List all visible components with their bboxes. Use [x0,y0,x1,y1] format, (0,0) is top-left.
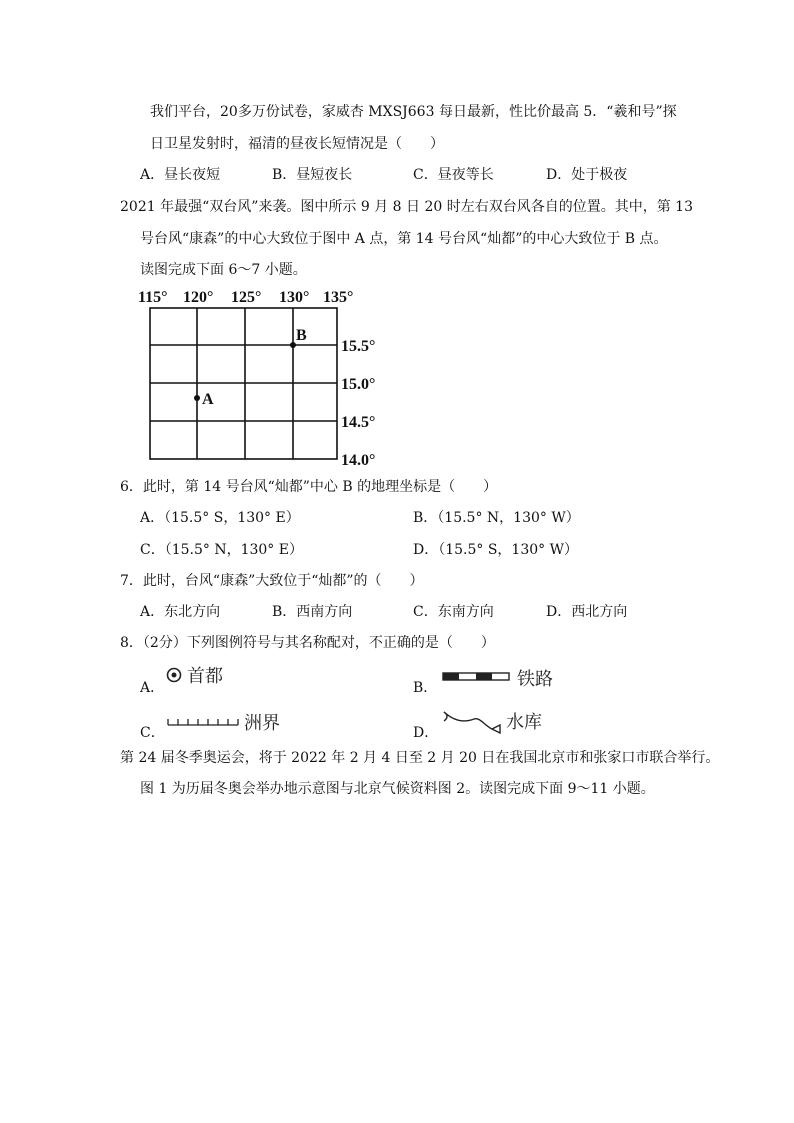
q5-stem-line1: 我们平台，20多万份试卷，家威杏 MXSJ663 每日最新，性比价最高 5．“羲和号”探 [150,104,677,120]
intro67-line2: 号台风“康森”的中心大致位于图中 A 点，第 14 号台风“灿都”的中心大致位于 B 点。 [140,231,668,247]
q7-option-b: B．西南方向 [272,604,353,620]
lat-label-15-0: 15.0° [341,376,376,393]
q5-option-a: A．昼长夜短 [140,167,221,183]
q5-option-c: C．昼夜等长 [413,167,494,183]
capital-dot-icon [172,673,177,678]
q8-stem: 8．（2分）下列图例符号与其名称配对，不正确的是（ ） [120,635,495,651]
intro67-line1: 2021 年最强“双台风”来袭。图中所示 9 月 8 日 20 时左右双台风各自的位置。其中，第 13 [120,199,693,215]
legend-name-reservoir: 水库 [506,712,542,732]
lat-lon-grid [130,285,400,465]
lat-label-15-5: 15.5° [341,338,376,355]
intro911-line2: 图 1 为历届冬奥会举办地示意图与北京气候资料图 2。读图完成下面 9～11 小题。 [140,781,655,797]
point-a-label: A [202,391,214,408]
lon-label-130: 130° [279,289,310,306]
point-b-label: B [296,327,307,344]
q5-stem-line2: 日卫星发射时，福清的昼夜长短情况是（ ） [150,136,444,152]
q5-option-d: D．处于极夜 [546,167,628,183]
legend-name-boundary: 洲界 [244,713,280,733]
q7-option-c: C．东南方向 [413,604,494,620]
q6-option-d: D．（15.5° S，130° W） [413,542,578,558]
reservoir-dam-icon [492,725,500,733]
q7-stem: 7．此时，台风“康森”大致位于“灿都”的（ ） [120,573,424,589]
grid-svg [130,285,400,465]
legend-name-railway: 铁路 [517,669,553,689]
lat-label-14-5: 14.5° [341,414,376,431]
intro67-line3: 读图完成下面 6～7 小题。 [140,262,307,278]
reservoir-symbol [440,703,560,741]
lon-label-125: 125° [231,289,262,306]
legend-name-capital: 首都 [187,666,223,686]
q8-option-b-letter: B． [413,680,438,696]
lat-label-14-0: 14.0° [341,452,376,465]
q5-option-b: B．昼短夜长 [272,167,353,183]
lon-label-135: 135° [323,289,354,306]
reservoir-river-icon [444,712,492,729]
q6-option-b: B．（15.5° N，130° W） [413,510,580,526]
q8-option-d-letter: D． [413,725,439,741]
q6-option-a: A．（15.5° S，130° E） [140,510,300,526]
intro911-line1: 第 24 届冬季奥运会，将于 2022 年 2 月 4 日至 2 月 20 日在我国北京市和张家口市联合举行。 [120,750,720,766]
continent-boundary-symbol [166,710,296,740]
railway-symbol [442,666,562,696]
lon-label-120: 120° [183,289,214,306]
boundary-line-icon [168,719,238,725]
q6-option-c: C．（15.5° N，130° E） [140,542,303,558]
q7-option-d: D．西北方向 [546,604,628,620]
capital-symbol [166,664,246,694]
q6-stem: 6．此时，第 14 号台风“灿都”中心 B 的地理坐标是（ ） [120,479,498,495]
point-a-dot [194,395,200,401]
q8-option-c-letter: C． [140,725,165,741]
q7-option-a: A．东北方向 [140,604,221,620]
q8-option-a-letter: A． [140,680,165,696]
lon-label-115: 115° [138,289,168,306]
